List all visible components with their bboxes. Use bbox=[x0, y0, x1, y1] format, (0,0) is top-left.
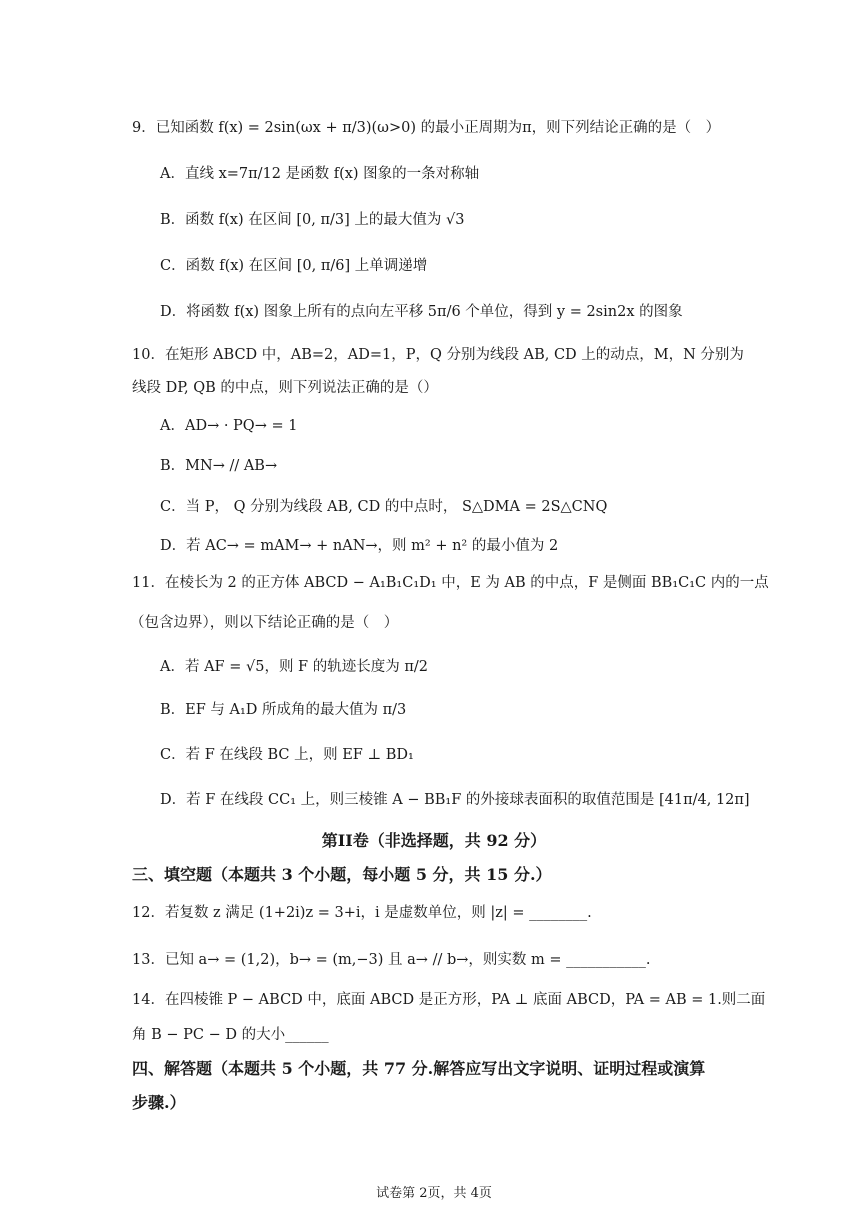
question-10-stem-line2: 线段 DP, QB 的中点，则下列说法正确的是（） bbox=[132, 380, 438, 396]
section-4-title-line1: 四、解答题（本题共 5 个小题，共 77 分.解答应写出文字说明、证明过程或演算 bbox=[132, 1059, 706, 1078]
question-11-option-c: C．若 F 在线段 BC 上，则 EF ⊥ BD₁ bbox=[160, 747, 414, 763]
question-11-stem-line2: （包含边界），则以下结论正确的是（ ） bbox=[130, 615, 399, 631]
question-10-option-b: B．MN→ // AB→ bbox=[160, 458, 278, 474]
question-11-option-d: D．若 F 在线段 CC₁ 上，则三棱锥 A − BB₁F 的外接球表面积的取值范围是 [41π/4, 12π] bbox=[160, 792, 750, 808]
question-9-option-b: B．函数 f(x) 在区间 [0, π/3] 上的最大值为 √3 bbox=[160, 212, 465, 228]
question-9-option-c: C．函数 f(x) 在区间 [0, π/6] 上单调递增 bbox=[160, 258, 428, 274]
question-12: 12．若复数 z 满足 (1+2i)z = 3+i，i 是虚数单位，则 |z| = ________. bbox=[132, 905, 592, 921]
question-9-option-a: A．直线 x=7π/12 是函数 f(x) 图象的一条对称轴 bbox=[160, 166, 480, 182]
question-14-line2: 角 B − PC − D 的大小______ bbox=[132, 1027, 329, 1043]
question-10-stem-line1: 10．在矩形 ABCD 中，AB=2，AD=1，P，Q 分别为线段 AB, CD 上的动点，M，N 分别为 bbox=[132, 347, 744, 363]
question-9-stem: 9．已知函数 f(x) = 2sin(ωx + π/3)(ω>0) 的最小正周期为π，则下列结论正确的是（ ） bbox=[132, 120, 721, 136]
question-11-option-a: A．若 AF = √5，则 F 的轨迹长度为 π/2 bbox=[160, 659, 428, 675]
section-4-title-line2: 步骤.） bbox=[132, 1093, 186, 1112]
page-footer: 试卷第 2页，共 4页 bbox=[376, 1186, 492, 1201]
question-13: 13．已知 a→ = (1,2)，b→ = (m,−3) 且 a→ // b→，则实数 m = ___________. bbox=[132, 952, 651, 968]
question-10-option-d: D．若 AC→ = mAM→ + nAN→，则 m² + n² 的最小值为 2 bbox=[160, 538, 559, 554]
part-2-title: 第II卷（非选择题，共 92 分） bbox=[321, 831, 547, 850]
question-11-stem-line1: 11．在棱长为 2 的正方体 ABCD − A₁B₁C₁D₁ 中，E 为 AB 的中点，F 是侧面 BB₁C₁C 内的一点 bbox=[132, 575, 769, 591]
question-10-option-a: A．AD→ · PQ→ = 1 bbox=[160, 418, 298, 434]
section-3-title: 三、填空题（本题共 3 个小题，每小题 5 分，共 15 分.） bbox=[132, 865, 552, 884]
question-9-option-d: D．将函数 f(x) 图象上所有的点向左平移 5π/6 个单位，得到 y = 2sin2x 的图象 bbox=[160, 304, 683, 320]
question-14-line1: 14．在四棱锥 P − ABCD 中，底面 ABCD 是正方形，PA ⊥ 底面 ABCD，PA = AB = 1.则二面 bbox=[132, 992, 766, 1008]
question-10-option-c: C．当 P， Q 分别为线段 AB, CD 的中点时， S△DMA = 2S△CNQ bbox=[160, 499, 608, 515]
question-11-option-b: B．EF 与 A₁D 所成角的最大值为 π/3 bbox=[160, 702, 407, 718]
